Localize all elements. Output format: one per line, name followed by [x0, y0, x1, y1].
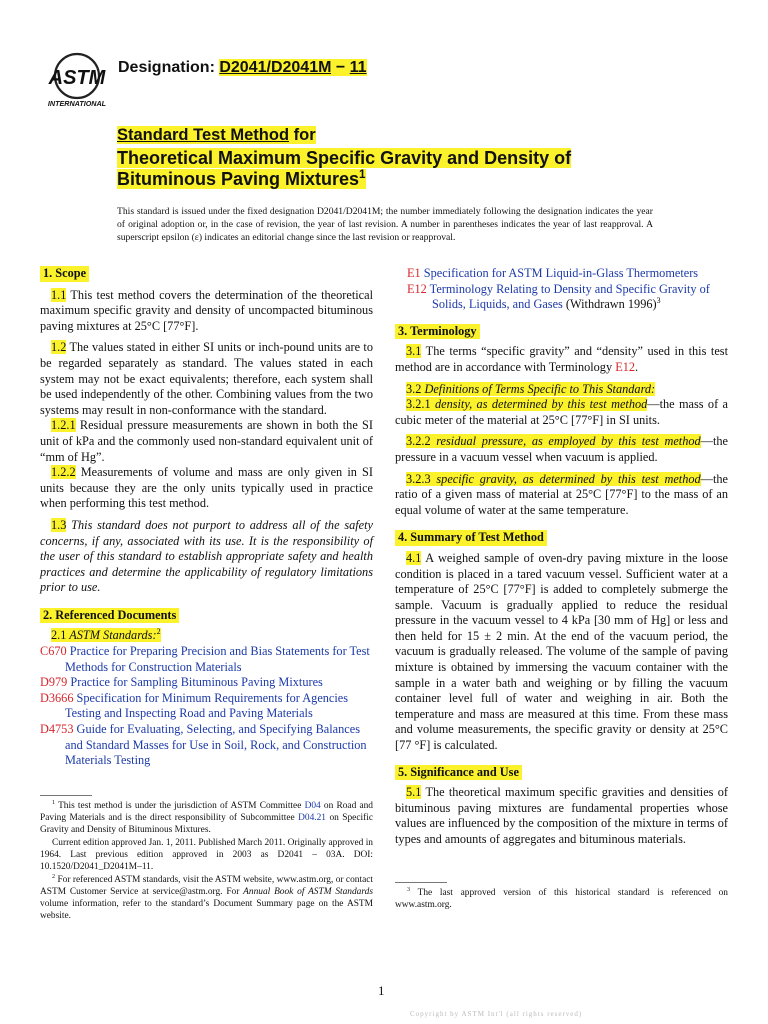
para-number: 1.2.2	[51, 465, 76, 480]
designation-sep: −	[331, 59, 350, 76]
right-column	[395, 266, 728, 911]
standard-type-label: Standard Test Method	[117, 126, 290, 144]
footnote-2: $^2$ For referenced ASTM standards, visit the ASTM website, www.astm.org, or contact ASTM Customer Service at service@astm.org. For Annual Book of ASTM Standards volume information, refer to the standard’s Document Summary page on the ASTM website.	[40, 873, 373, 922]
designation-code[interactable]: D2041/D2041M	[219, 59, 332, 76]
section-heading-scope: 1. Scope	[40, 266, 89, 282]
para-3-1: 3.1 The terms “specific gravity” and “density” used in this test method are in accordance with Terminology E12.	[395, 344, 728, 374]
para-1-1: 1.1 This test method covers the determination of the theoretical maximum specific gravity and density of uncompacted bituminous paving mixtures at 25°C [77°F].	[40, 287, 373, 333]
link-e12[interactable]: E12	[615, 359, 635, 374]
preamble: This standard is issued under the fixed designation D2041/D2041M; the number immediately following the designation indicates the year of original adoption or, in the case of revision, the year of last revision. A number in parentheses indicates the year of last reapproval. A superscript epsilon (ε) indicates an editorial change since the last revision or reapproval.	[117, 206, 653, 243]
para-number: 1.1	[51, 287, 67, 302]
para-4-1: 4.1 A weighed sample of oven-dry paving mixture in the loose condition is placed in a tared vacuum vessel. Sufficient water at a temperature of 25°C [77°F] is added to completely submerge the sample. Vacuum is gradually applied to reduce the residual pressure in the vacuum vessel to 4 kPa [30 mm of Hg] or less and then held for 15 ± 2 min. At the end of the vacuum period, the vacuum is gradually released. The volume of the sample of paving mixture is obtained by immersing the vacuum container with the sample in a water bath and weighing or by filling the vacuum container level full of water and weighing in air. Both the temperature and mass are measured at this time. From these mass and volume measurements, the specific gravity or density at 25°C [77 °F] is calculated.	[395, 550, 728, 753]
ref-item-c670[interactable]: C670 Practice for Preparing Precision and Bias Statements for Test Methods for Construction Materials	[40, 644, 370, 674]
document-title-line-1	[117, 148, 571, 169]
para-3-2-2: 3.2.2 residual pressure, as employed by this test method—the pressure in a vacuum vessel when vacuum is applied.	[395, 434, 728, 464]
footnote-1: $^1$ This test method is under the jurisdiction of ASTM Committee D04 on Road and Paving Materials and is the direct responsibility of Subcommittee D04.21 on Specific Gravity and Density of Bituminous Mixtures.	[40, 799, 373, 836]
standard-type	[117, 126, 316, 145]
astm-logo	[44, 50, 110, 108]
ref-item-e1[interactable]: E1 Specification for ASTM Liquid-in-Glass Thermometers	[407, 266, 699, 280]
para-1-2: 1.2 The values stated in either SI units or inch-pound units are to be regarded separately as standard. The values stated in each system may not be exact equivalents; therefore, each system shall be used independently of the other. Combining values from the two systems may result in non-conformance with the standard.	[40, 340, 373, 417]
ref-item-e12[interactable]: E12 Terminology Relating to Density and Specific Gravity of Solids, Liquids, and Gases (Withdrawn 1996)$^3$	[407, 281, 710, 312]
ref-item-d3666[interactable]: D3666 Specification for Minimum Requirements for Agencies Testing and Inspecting Road and Paving Materials	[40, 690, 349, 721]
page-number: 1	[378, 983, 385, 998]
footnote-1-edition: Current edition approved Jan. 1, 2011. Published March 2011. Originally approved in 1964. Last previous edition approved in 2003 as D2041 – 03A. DOI: 10.1520/D2041_D2041M–11.	[40, 837, 373, 873]
para-1-3: 1.3 This standard does not purport to address all of the safety concerns, if any, associated with its use. It is the responsibility of the user of this standard to establish appropriate safety and health practices and determine the applicability of regulatory limitations prior to use.	[40, 517, 373, 595]
footnote-3: $^3$ The last approved version of this historical standard is referenced on www.astm.org.	[395, 886, 728, 910]
para-3-2-3: 3.2.3 specific gravity, as determined by this test method—the ratio of a given mass of material at 25°C [77°F] to the mass of an equal volume of water at the same temperature.	[395, 471, 728, 517]
para-2-1: 2.1 ASTM Standards:$^2$	[51, 627, 161, 643]
footer-copyright: Copyright by ASTM Int'l (all rights reserved)	[410, 1010, 583, 1018]
section-heading-significance: 5. Significance and Use	[395, 765, 522, 781]
title-line-2-text: Bituminous Paving Mixtures$^1$	[117, 168, 366, 189]
link-d04-21[interactable]: D04.21	[298, 813, 326, 824]
ref-item-d979[interactable]: D979 Practice for Sampling Bituminous Paving Mixtures	[40, 675, 323, 690]
footnote-rule	[395, 882, 447, 883]
designation	[118, 59, 367, 77]
link-d04[interactable]: D04	[304, 800, 321, 811]
para-number: 1.2.1	[51, 418, 76, 433]
logo-letters: ASTM	[48, 67, 106, 89]
section-heading-summary: 4. Summary of Test Method	[395, 530, 547, 546]
designation-year[interactable]: 11	[349, 59, 367, 76]
para-number: 1.2	[51, 340, 67, 355]
section-heading-terminology: 3. Terminology	[395, 324, 480, 340]
logo-subtext: INTERNATIONAL	[47, 99, 107, 108]
section-heading-referenced-documents: 2. Referenced Documents	[40, 608, 179, 624]
para-1-2-1: 1.2.1 Residual pressure measurements are shown in both the SI unit of kPa and the commonly used non-standard equivalent unit of “mm of Hg”.	[40, 418, 373, 464]
designation-label: Designation:	[118, 59, 215, 76]
para-5-1: 5.1 The theoretical maximum specific gravities and densities of bituminous paving mixtures are fundamental properties whose values are influenced by the composition of the mixture in terms of types and amounts of aggregates and bituminous materials.	[395, 785, 728, 846]
ref-item-d4753[interactable]: D4753 Guide for Evaluating, Selecting, and Specifying Balances and Standard Masses for Use in Soil, Rock, and Construction Materials Testing	[40, 722, 367, 768]
para-number: 1.3	[51, 517, 67, 532]
para-1-2-2: 1.2.2 Measurements of volume and mass are only given in SI units because they are the only units typically used in practice when performing this test method.	[40, 465, 373, 511]
footnote-rule	[40, 795, 92, 796]
left-column	[40, 266, 373, 923]
standard-type-for: for	[289, 126, 316, 144]
para-3-2-1: 3.2.1 density, as determined by this test method—the mass of a cubic meter of the material at 25°C [77°F] in SI units.	[395, 397, 728, 427]
para-3-2: 3.2 Definitions of Terms Specific to This Standard:	[406, 381, 656, 396]
title-line-1-text: Theoretical Maximum Specific Gravity and Density of	[117, 148, 572, 168]
document-title-line-2	[117, 169, 366, 190]
